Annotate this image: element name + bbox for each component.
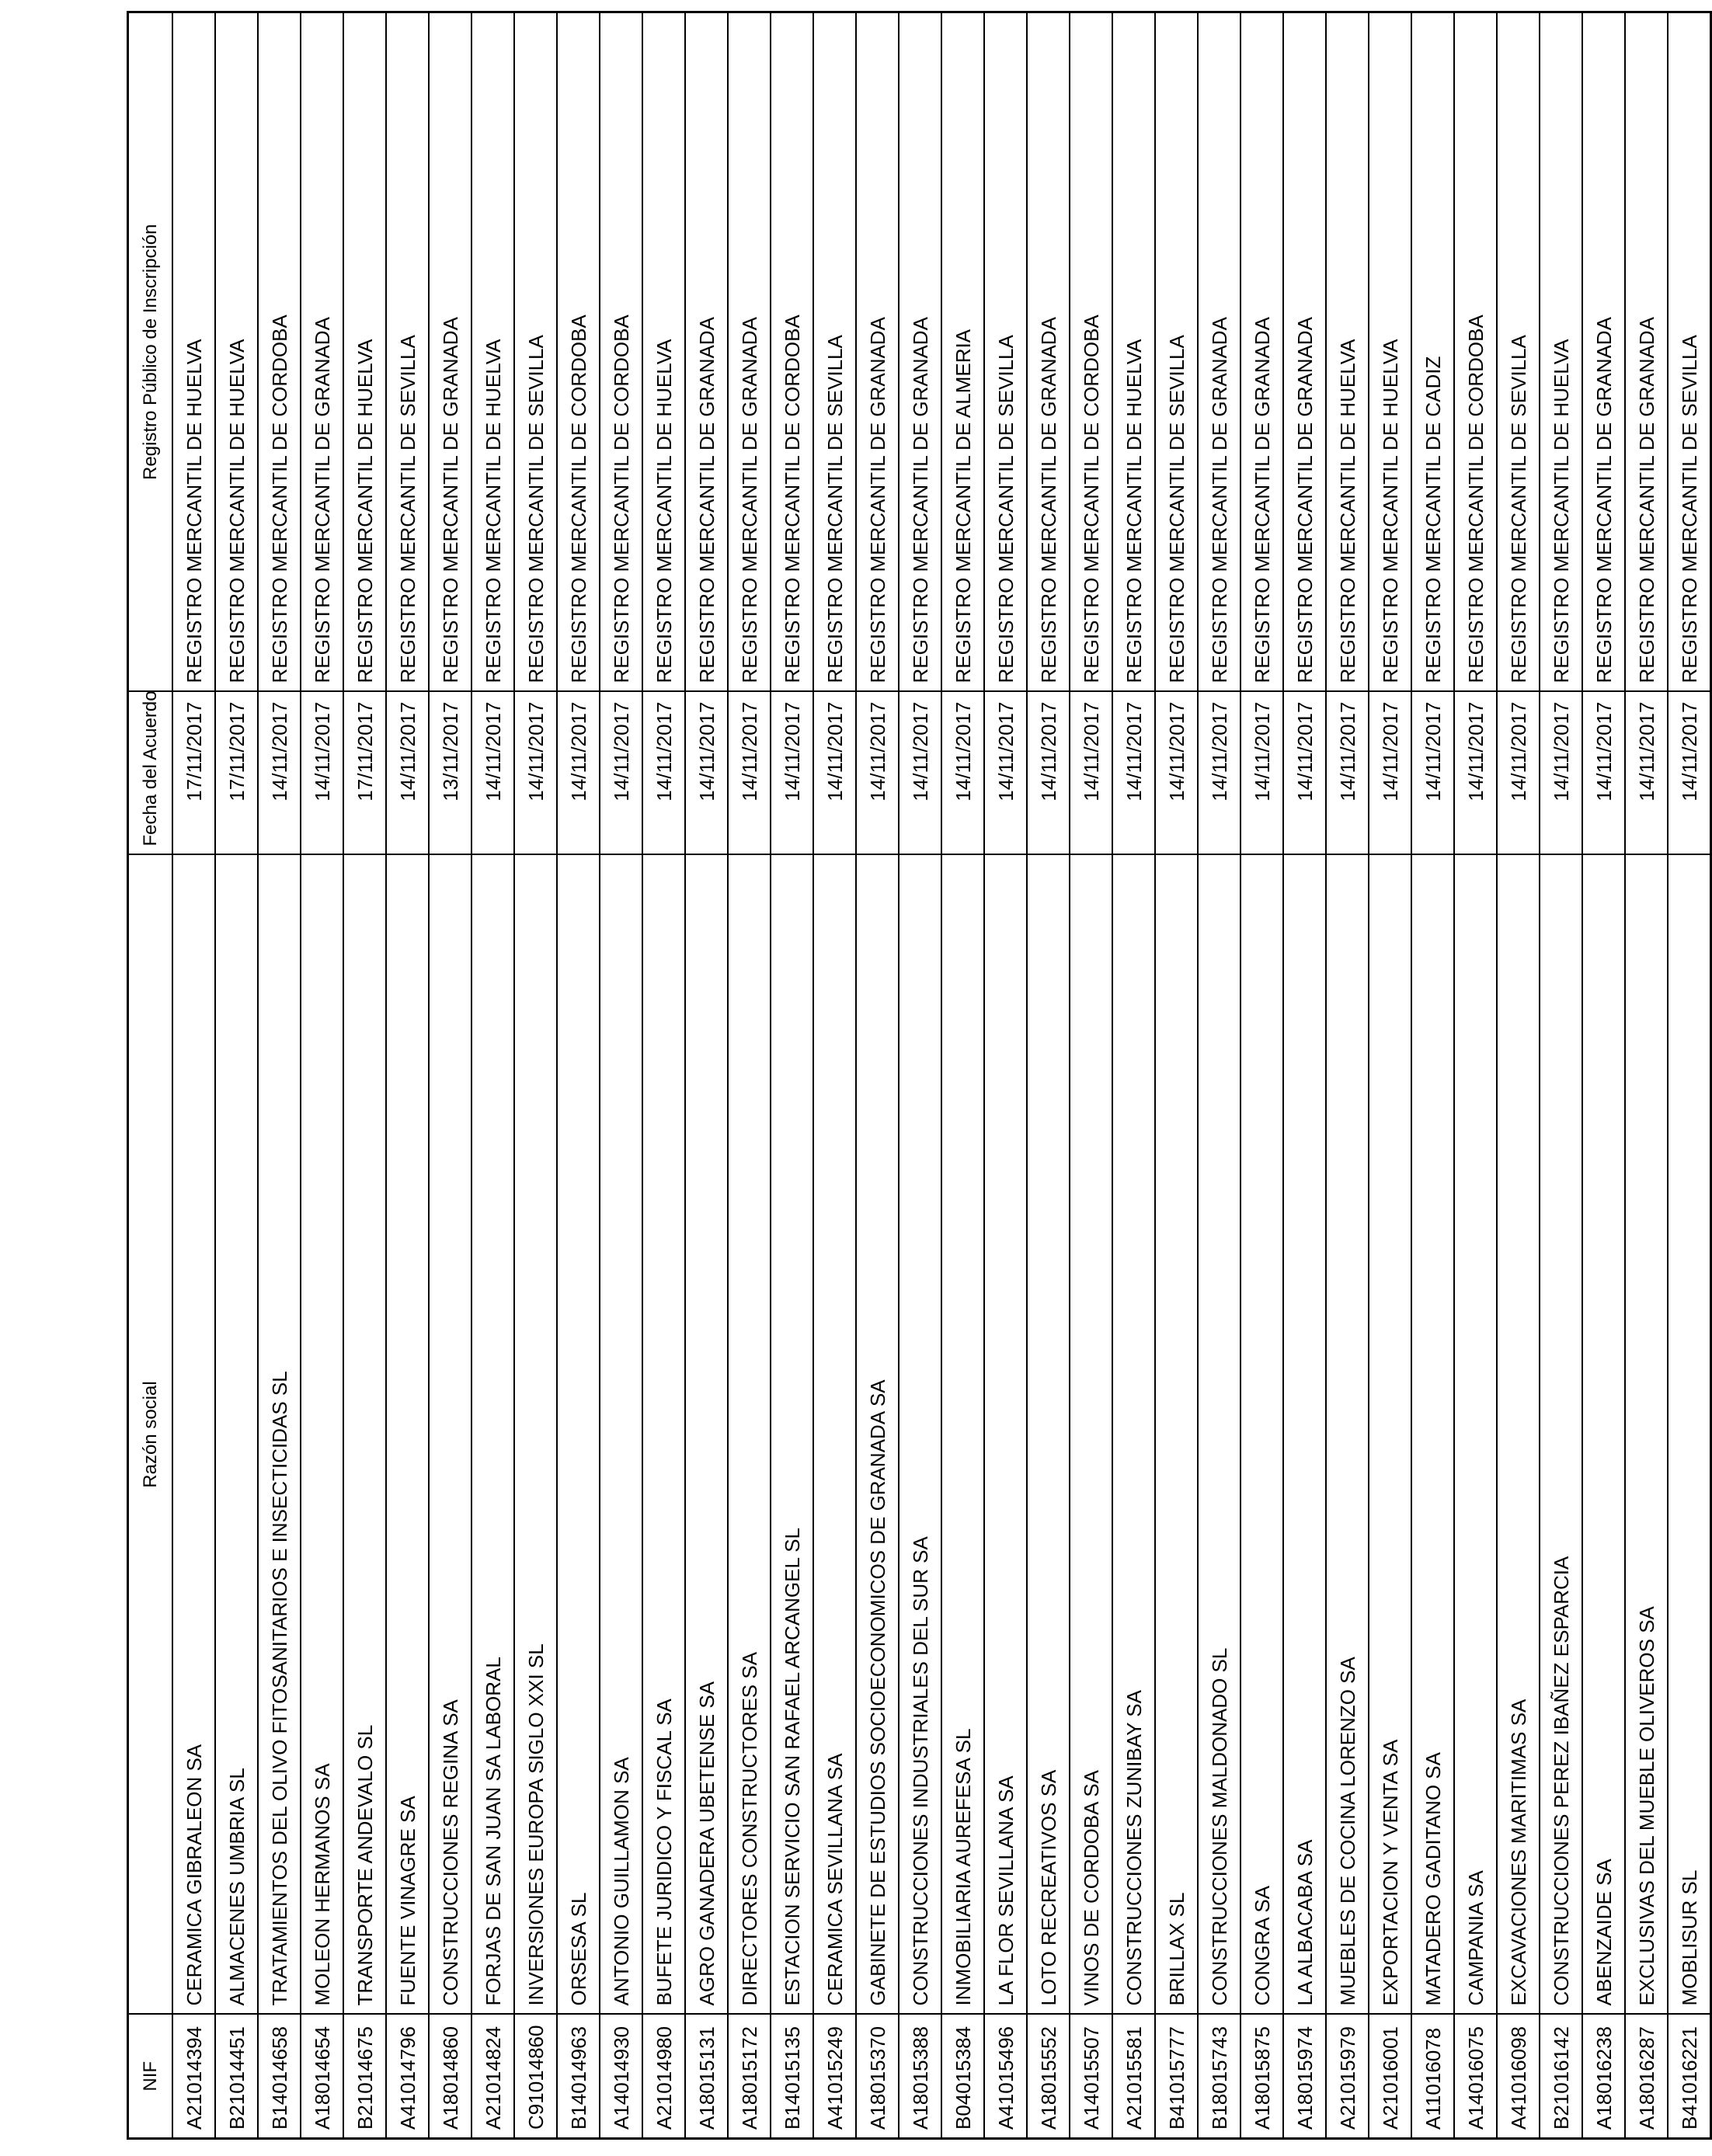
cell-registro: REGISTRO MERCANTIL DE HUELVA bbox=[1540, 12, 1582, 692]
cell-razon-social: LOTO RECREATIVOS SA bbox=[1027, 855, 1070, 2015]
cell-nif: A14015507 bbox=[1070, 2015, 1112, 2139]
cell-fecha: 14/11/2017 bbox=[301, 692, 343, 855]
table-row bbox=[1540, 12, 1582, 2139]
cell-razon-social: MUEBLES DE COCINA LORENZO SA bbox=[1326, 855, 1369, 2015]
table-row bbox=[984, 12, 1027, 2139]
cell-razon-social: VINOS DE CORDOBA SA bbox=[1070, 855, 1112, 2015]
rotated-page bbox=[127, 13, 1701, 2140]
cell-nif: A18016238 bbox=[1582, 2015, 1625, 2139]
cell-razon-social: CONSTRUCCIONES ZUNIBAY SA bbox=[1112, 855, 1155, 2015]
cell-fecha: 14/11/2017 bbox=[1668, 692, 1711, 855]
header-fecha-acuerdo: Fecha del Acuerdo bbox=[128, 692, 173, 855]
cell-nif: B41016221 bbox=[1668, 2015, 1711, 2139]
table-row bbox=[215, 12, 258, 2139]
cell-nif: A21015581 bbox=[1112, 2015, 1155, 2139]
cell-fecha: 14/11/2017 bbox=[771, 692, 813, 855]
cell-fecha: 14/11/2017 bbox=[941, 692, 984, 855]
table-row bbox=[1411, 12, 1454, 2139]
cell-razon-social: LA FLOR SEVILLANA SA bbox=[984, 855, 1027, 2015]
cell-nif: A18015370 bbox=[856, 2015, 899, 2139]
cell-nif: A18015552 bbox=[1027, 2015, 1070, 2139]
table-row bbox=[1027, 12, 1070, 2139]
cell-nif: A41015249 bbox=[813, 2015, 856, 2139]
cell-fecha: 14/11/2017 bbox=[1112, 692, 1155, 855]
cell-nif: A18015172 bbox=[728, 2015, 771, 2139]
cell-fecha: 14/11/2017 bbox=[471, 692, 514, 855]
cell-registro: REGISTRO MERCANTIL DE GRANADA bbox=[429, 12, 471, 692]
cell-razon-social: CERAMICA SEVILLANA SA bbox=[813, 855, 856, 2015]
cell-nif: B14014658 bbox=[258, 2015, 301, 2139]
cell-nif: B21014451 bbox=[215, 2015, 258, 2139]
cell-nif: A14014930 bbox=[600, 2015, 642, 2139]
registry-table bbox=[127, 11, 1712, 2140]
cell-fecha: 14/11/2017 bbox=[1454, 692, 1497, 855]
table-row bbox=[343, 12, 386, 2139]
table-row bbox=[771, 12, 813, 2139]
cell-razon-social: CONSTRUCCIONES REGINA SA bbox=[429, 855, 471, 2015]
table-row bbox=[1198, 12, 1241, 2139]
cell-registro: REGISTRO MERCANTIL DE CORDOBA bbox=[600, 12, 642, 692]
table-row bbox=[172, 12, 215, 2139]
cell-registro: REGISTRO MERCANTIL DE HUELVA bbox=[642, 12, 685, 692]
cell-nif: B41015777 bbox=[1155, 2015, 1198, 2139]
cell-nif: A18015875 bbox=[1241, 2015, 1283, 2139]
cell-fecha: 14/11/2017 bbox=[1497, 692, 1540, 855]
table-row bbox=[642, 12, 685, 2139]
cell-razon-social: CONSTRUCCIONES INDUSTRIALES DEL SUR SA bbox=[899, 855, 941, 2015]
cell-registro: REGISTRO MERCANTIL DE HUELVA bbox=[1112, 12, 1155, 692]
cell-nif: A41016098 bbox=[1497, 2015, 1540, 2139]
cell-razon-social: CERAMICA GIBRALEON SA bbox=[172, 855, 215, 2015]
cell-razon-social: CAMPANIA SA bbox=[1454, 855, 1497, 2015]
cell-fecha: 14/11/2017 bbox=[1582, 692, 1625, 855]
cell-fecha: 13/11/2017 bbox=[429, 692, 471, 855]
cell-fecha: 14/11/2017 bbox=[813, 692, 856, 855]
cell-razon-social: MATADERO GADITANO SA bbox=[1411, 855, 1454, 2015]
cell-fecha: 14/11/2017 bbox=[1540, 692, 1582, 855]
cell-fecha: 14/11/2017 bbox=[1070, 692, 1112, 855]
cell-fecha: 14/11/2017 bbox=[600, 692, 642, 855]
cell-razon-social: EXPORTACION Y VENTA SA bbox=[1369, 855, 1411, 2015]
cell-fecha: 14/11/2017 bbox=[1241, 692, 1283, 855]
cell-razon-social: FUENTE VINAGRE SA bbox=[386, 855, 429, 2015]
cell-registro: REGISTRO MERCANTIL DE HUELVA bbox=[172, 12, 215, 692]
cell-nif: A21015979 bbox=[1326, 2015, 1369, 2139]
cell-registro: REGISTRO MERCANTIL DE CADIZ bbox=[1411, 12, 1454, 692]
cell-registro: REGISTRO MERCANTIL DE SEVILLA bbox=[813, 12, 856, 692]
cell-registro: REGISTRO MERCANTIL DE HUELVA bbox=[1326, 12, 1369, 692]
cell-registro: REGISTRO MERCANTIL DE SEVILLA bbox=[386, 12, 429, 692]
cell-registro: REGISTRO MERCANTIL DE SEVILLA bbox=[1155, 12, 1198, 692]
cell-razon-social: ABENZAIDE SA bbox=[1582, 855, 1625, 2015]
cell-razon-social: MOBLISUR SL bbox=[1668, 855, 1711, 2015]
cell-nif: B21014675 bbox=[343, 2015, 386, 2139]
cell-registro: REGISTRO MERCANTIL DE HUELVA bbox=[471, 12, 514, 692]
cell-nif: A18016287 bbox=[1625, 2015, 1668, 2139]
cell-razon-social: INVERSIONES EUROPA SIGLO XXI SL bbox=[514, 855, 557, 2015]
cell-fecha: 14/11/2017 bbox=[557, 692, 600, 855]
cell-registro: REGISTRO MERCANTIL DE GRANADA bbox=[728, 12, 771, 692]
cell-nif: A41015496 bbox=[984, 2015, 1027, 2139]
cell-fecha: 14/11/2017 bbox=[984, 692, 1027, 855]
table-row bbox=[429, 12, 471, 2139]
cell-razon-social: DIRECTORES CONSTRUCTORES SA bbox=[728, 855, 771, 2015]
table-row bbox=[856, 12, 899, 2139]
cell-nif: A18015388 bbox=[899, 2015, 941, 2139]
cell-fecha: 14/11/2017 bbox=[258, 692, 301, 855]
cell-fecha: 14/11/2017 bbox=[1326, 692, 1369, 855]
cell-registro: REGISTRO MERCANTIL DE CORDOBA bbox=[258, 12, 301, 692]
cell-razon-social: CONSTRUCCIONES PEREZ IBAÑEZ ESPARCIA bbox=[1540, 855, 1582, 2015]
table-row bbox=[1369, 12, 1411, 2139]
cell-nif: B18015743 bbox=[1198, 2015, 1241, 2139]
table-row bbox=[728, 12, 771, 2139]
table-row bbox=[471, 12, 514, 2139]
header-registro-publico: Registro Público de Inscripción bbox=[128, 12, 173, 692]
cell-fecha: 14/11/2017 bbox=[386, 692, 429, 855]
cell-nif: B21016142 bbox=[1540, 2015, 1582, 2139]
cell-nif: A21014980 bbox=[642, 2015, 685, 2139]
cell-fecha: 14/11/2017 bbox=[1283, 692, 1326, 855]
table-row bbox=[600, 12, 642, 2139]
cell-razon-social: EXCLUSIVAS DEL MUEBLE OLIVEROS SA bbox=[1625, 855, 1668, 2015]
table-row bbox=[258, 12, 301, 2139]
cell-fecha: 14/11/2017 bbox=[642, 692, 685, 855]
table-row bbox=[899, 12, 941, 2139]
cell-nif: A21014824 bbox=[471, 2015, 514, 2139]
table-row bbox=[557, 12, 600, 2139]
table-row bbox=[813, 12, 856, 2139]
cell-nif: A18015974 bbox=[1283, 2015, 1326, 2139]
cell-registro: REGISTRO MERCANTIL DE GRANADA bbox=[1625, 12, 1668, 692]
cell-razon-social: BUFETE JURIDICO Y FISCAL SA bbox=[642, 855, 685, 2015]
cell-nif: A18015131 bbox=[685, 2015, 728, 2139]
table-row bbox=[1070, 12, 1112, 2139]
cell-nif: A21014394 bbox=[172, 2015, 215, 2139]
table-row bbox=[1497, 12, 1540, 2139]
cell-razon-social: ESTACION SERVICIO SAN RAFAEL ARCANGEL SL bbox=[771, 855, 813, 2015]
cell-registro: REGISTRO MERCANTIL DE GRANADA bbox=[856, 12, 899, 692]
header-razon-social: Razón social bbox=[128, 855, 173, 2015]
cell-fecha: 14/11/2017 bbox=[728, 692, 771, 855]
cell-registro: REGISTRO MERCANTIL DE CORDOBA bbox=[1454, 12, 1497, 692]
table-row bbox=[941, 12, 984, 2139]
table-row bbox=[1326, 12, 1369, 2139]
cell-fecha: 14/11/2017 bbox=[1369, 692, 1411, 855]
cell-registro: REGISTRO MERCANTIL DE SEVILLA bbox=[984, 12, 1027, 692]
table-row bbox=[1454, 12, 1497, 2139]
cell-razon-social: MOLEON HERMANOS SA bbox=[301, 855, 343, 2015]
cell-registro: REGISTRO MERCANTIL DE GRANADA bbox=[899, 12, 941, 692]
cell-fecha: 14/11/2017 bbox=[899, 692, 941, 855]
cell-registro: REGISTRO MERCANTIL DE GRANADA bbox=[1241, 12, 1283, 692]
cell-fecha: 14/11/2017 bbox=[856, 692, 899, 855]
cell-fecha: 14/11/2017 bbox=[685, 692, 728, 855]
table-row bbox=[685, 12, 728, 2139]
cell-fecha: 14/11/2017 bbox=[1411, 692, 1454, 855]
cell-razon-social: ANTONIO GUILLAMON SA bbox=[600, 855, 642, 2015]
cell-nif: C91014860 bbox=[514, 2015, 557, 2139]
cell-registro: REGISTRO MERCANTIL DE GRANADA bbox=[301, 12, 343, 692]
cell-registro: REGISTRO MERCANTIL DE GRANADA bbox=[1027, 12, 1070, 692]
cell-razon-social: ALMACENES UMBRIA SL bbox=[215, 855, 258, 2015]
cell-razon-social: INMOBILIARIA AUREFESA SL bbox=[941, 855, 984, 2015]
cell-registro: REGISTRO MERCANTIL DE GRANADA bbox=[1582, 12, 1625, 692]
table-row bbox=[1582, 12, 1625, 2139]
header-nif: NIF bbox=[128, 2015, 173, 2139]
cell-fecha: 14/11/2017 bbox=[514, 692, 557, 855]
cell-razon-social: TRANSPORTE ANDEVALO SL bbox=[343, 855, 386, 2015]
cell-fecha: 14/11/2017 bbox=[1027, 692, 1070, 855]
table-row bbox=[1241, 12, 1283, 2139]
cell-fecha: 17/11/2017 bbox=[172, 692, 215, 855]
cell-razon-social: ORSESA SL bbox=[557, 855, 600, 2015]
cell-registro: REGISTRO MERCANTIL DE CORDOBA bbox=[557, 12, 600, 692]
cell-razon-social: BRILLAX SL bbox=[1155, 855, 1198, 2015]
cell-nif: A14016075 bbox=[1454, 2015, 1497, 2139]
table-row bbox=[1625, 12, 1668, 2139]
cell-nif: A41014796 bbox=[386, 2015, 429, 2139]
cell-nif: B14014963 bbox=[557, 2015, 600, 2139]
cell-razon-social: CONSTRUCCIONES MALDONADO SL bbox=[1198, 855, 1241, 2015]
cell-registro: REGISTRO MERCANTIL DE GRANADA bbox=[1283, 12, 1326, 692]
cell-registro: REGISTRO MERCANTIL DE HUELVA bbox=[215, 12, 258, 692]
cell-registro: REGISTRO MERCANTIL DE CORDOBA bbox=[1070, 12, 1112, 692]
cell-nif: A11016078 bbox=[1411, 2015, 1454, 2139]
cell-fecha: 14/11/2017 bbox=[1625, 692, 1668, 855]
cell-nif: A21016001 bbox=[1369, 2015, 1411, 2139]
cell-razon-social: CONGRA SA bbox=[1241, 855, 1283, 2015]
cell-fecha: 17/11/2017 bbox=[215, 692, 258, 855]
table-row bbox=[1668, 12, 1711, 2139]
cell-razon-social: AGRO GANADERA UBETENSE SA bbox=[685, 855, 728, 2015]
cell-registro: REGISTRO MERCANTIL DE ALMERIA bbox=[941, 12, 984, 692]
table-row bbox=[1155, 12, 1198, 2139]
cell-razon-social: EXCAVACIONES MARITIMAS SA bbox=[1497, 855, 1540, 2015]
cell-fecha: 14/11/2017 bbox=[1155, 692, 1198, 855]
cell-fecha: 17/11/2017 bbox=[343, 692, 386, 855]
table-row bbox=[386, 12, 429, 2139]
cell-nif: A18014654 bbox=[301, 2015, 343, 2139]
cell-fecha: 14/11/2017 bbox=[1198, 692, 1241, 855]
cell-razon-social: GABINETE DE ESTUDIOS SOCIOECONOMICOS DE GRANADA SA bbox=[856, 855, 899, 2015]
cell-razon-social: FORJAS DE SAN JUAN SA LABORAL bbox=[471, 855, 514, 2015]
cell-nif: A18014860 bbox=[429, 2015, 471, 2139]
cell-razon-social: TRATAMIENTOS DEL OLIVO FITOSANITARIOS E INSECTICIDAS SL bbox=[258, 855, 301, 2015]
table-body bbox=[172, 12, 1711, 2139]
cell-registro: REGISTRO MERCANTIL DE SEVILLA bbox=[1668, 12, 1711, 692]
cell-nif: B14015135 bbox=[771, 2015, 813, 2139]
cell-nif: B04015384 bbox=[941, 2015, 984, 2139]
table-row bbox=[1112, 12, 1155, 2139]
cell-registro: REGISTRO MERCANTIL DE GRANADA bbox=[685, 12, 728, 692]
cell-registro: REGISTRO MERCANTIL DE SEVILLA bbox=[514, 12, 557, 692]
header-row bbox=[128, 12, 173, 2139]
cell-registro: REGISTRO MERCANTIL DE HUELVA bbox=[343, 12, 386, 692]
cell-razon-social: LA ALBACABA SA bbox=[1283, 855, 1326, 2015]
cell-registro: REGISTRO MERCANTIL DE SEVILLA bbox=[1497, 12, 1540, 692]
table-row bbox=[301, 12, 343, 2139]
cell-registro: REGISTRO MERCANTIL DE CORDOBA bbox=[771, 12, 813, 692]
table-row bbox=[514, 12, 557, 2139]
cell-registro: REGISTRO MERCANTIL DE HUELVA bbox=[1369, 12, 1411, 692]
table-row bbox=[1283, 12, 1326, 2139]
cell-registro: REGISTRO MERCANTIL DE GRANADA bbox=[1198, 12, 1241, 692]
